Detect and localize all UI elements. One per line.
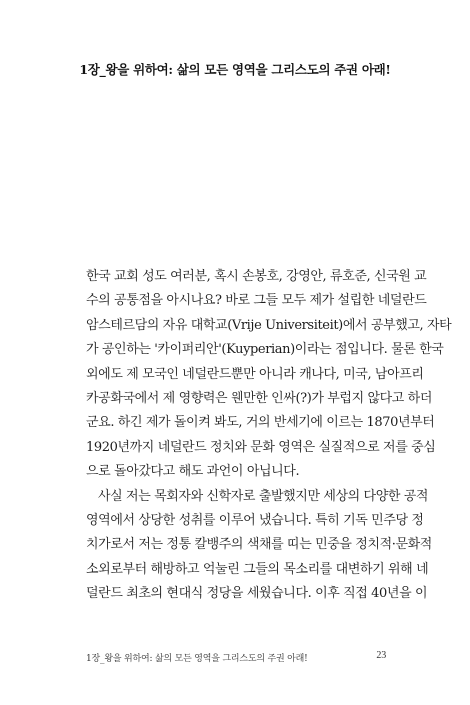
page-number: 23 <box>376 650 386 661</box>
text-line: 덜란드 최초의 현대식 정당을 세웠습니다. 이후 직접 40년을 이 <box>86 586 428 602</box>
text-line: 가 공인하는 '카이퍼리안'(Kuyperian)이라는 점입니다. 물론 한국 <box>86 342 444 358</box>
text-line: 영역에서 상당한 성취를 이루어 냈습니다. 특히 기독 민주당 정 <box>86 513 424 529</box>
text-line: 외에도 제 모국인 네덜란드뿐만 아니라 캐나다, 미국, 남아프리 <box>86 366 424 382</box>
text-line: 으로 돌아갔다고 해도 과언이 아닙니다. <box>86 464 300 480</box>
text-line: 암스테르담의 자유 대학교(Vrije Universiteit)에서 공부했고, 자타 <box>86 317 452 333</box>
text-line: 1920년까지 네덜란드 정치와 문화 영역은 실질적으로 저를 중심 <box>86 439 436 455</box>
body-text <box>86 265 452 607</box>
text-line: 군요. 하긴 제가 돌이켜 봐도, 거의 반세기에 이르는 1870년부터 <box>86 415 435 431</box>
text-line: 소외로부터 해방하고 억눌린 그들의 목소리를 대변하기 위해 네 <box>86 561 429 577</box>
chapter-heading: 1장_왕을 위하여: 삶의 모든 영역을 그리스도의 주권 아래! <box>79 62 391 77</box>
text-line: 사실 저는 목회자와 신학자로 출발했지만 세상의 다양한 공적 <box>98 488 429 504</box>
text-line: 치가로서 저는 정통 칼뱅주의 색채를 띠는 민중을 정치적·문화적 <box>86 537 432 553</box>
text-line: 한국 교회 성도 여러분, 혹시 손봉호, 강영안, 류호준, 신국원 교 <box>86 269 427 284</box>
running-head: 1장_왕을 위하여: 삶의 모든 영역을 그리스도의 주권 아래! <box>86 654 308 664</box>
text-line: 카공화국에서 제 영향력은 웬만한 인싸(?)가 부럽지 않다고 하더 <box>86 391 432 407</box>
text-line: 수의 공통점을 아시나요? 바로 그들 모두 제가 설립한 네덜란드 <box>86 293 427 309</box>
